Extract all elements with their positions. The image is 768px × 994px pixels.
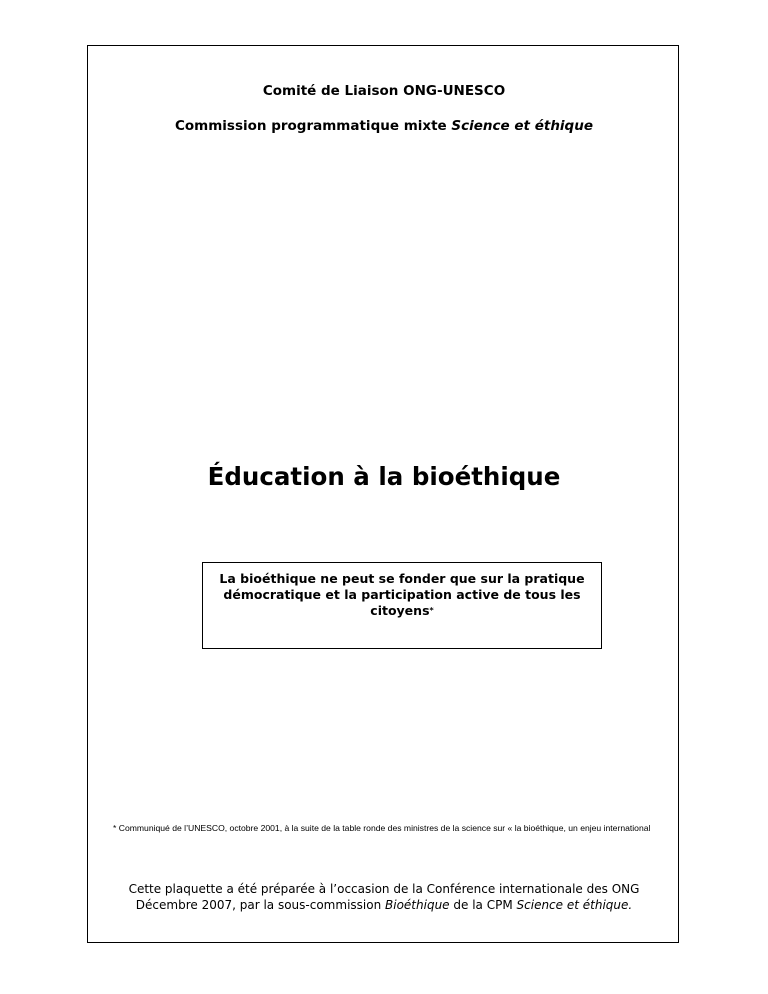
page-frame xyxy=(87,45,679,943)
closing-line-1: Cette plaquette a été préparée à l’occasion de la Conférence internationale des ONG xyxy=(128,882,640,896)
commission-italic-name: Science et éthique xyxy=(451,118,593,134)
subcommission-name: Bioéthique xyxy=(385,898,450,912)
commission-prefix: Commission programmatique mixte xyxy=(174,118,447,134)
commission-name xyxy=(0,118,768,134)
closing-line-2-part-2: de la CPM xyxy=(453,898,513,912)
quote-box xyxy=(202,562,602,649)
closing-line-2 xyxy=(0,897,768,913)
organization-name: Comité de Liaison ONG-UNESCO xyxy=(262,83,506,99)
cpm-name: Science et éthique. xyxy=(516,898,633,912)
footnote-marker: * xyxy=(429,606,434,615)
quote-text xyxy=(203,571,601,619)
closing-line-2-part-1: Décembre 2007, par la sous-commission xyxy=(135,898,382,912)
page-title: Éducation à la bioéthique xyxy=(207,462,561,491)
quote-body: La bioéthique ne peut se fonder que sur la pratique démocratique et la participation active de tous les citoyens xyxy=(219,571,585,618)
closing-note xyxy=(0,881,768,913)
footnote: * Communiqué de l’UNESCO, octobre 2001, à la suite de la table ronde des ministres de la science sur « la bioéthique, un enjeu international xyxy=(113,823,651,833)
